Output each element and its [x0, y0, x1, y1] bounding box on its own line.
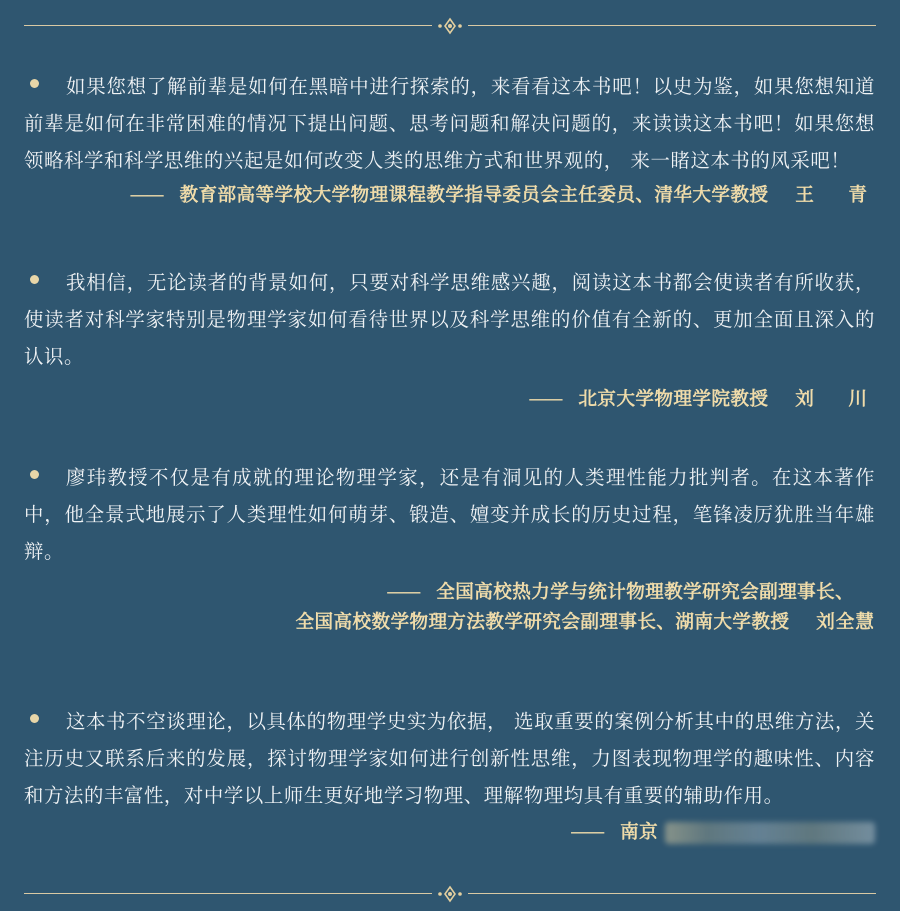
- bottom-divider: [24, 884, 876, 904]
- attribution-name: 王 青: [795, 185, 875, 206]
- divider-line: [24, 25, 432, 26]
- quote-block: [24, 459, 875, 638]
- divider-line: [24, 893, 432, 894]
- quote-attribution: [30, 181, 875, 211]
- divider-line: [468, 25, 876, 26]
- bullet-icon: [30, 79, 39, 88]
- quote-block: [24, 703, 875, 848]
- quote-block: [24, 68, 875, 211]
- top-divider: [24, 16, 876, 36]
- bullet-icon: [30, 714, 39, 723]
- quote-attribution: [30, 578, 875, 638]
- diamond-ornament-icon: [436, 16, 464, 36]
- quote-text: 我相信，无论读者的背景如何，只要对科学思维感兴趣，阅读这本书都会使读者有所收获，使读者对科学家特别是物理学家如何看待世界以及科学思维的价值有全新的、更加全面且深入的认识。: [24, 271, 875, 368]
- attribution-title: 全国高校数学物理方法教学研究会副理事长、湖南大学教授: [295, 612, 790, 633]
- attribution-dash: ——: [528, 389, 562, 410]
- attribution-line: [30, 578, 875, 608]
- quote-text: 这本书不空谈理论，以具体的物理学史实为依据， 选取重要的案例分析其中的思维方法，关注历史又联系后来的发展，探讨物理学家如何进行创新性思维，力图表现物理学的趣味性、内容和方法的丰富性，对中学以上师生更好地学习物理、理解物理均具有重要的辅助作用。: [24, 710, 875, 807]
- attribution-dash: ——: [570, 822, 604, 843]
- bullet-icon: [30, 470, 39, 479]
- quote-text: 廖玮教授不仅是有成就的理论物理学家，还是有洞见的人类理性能力批判者。在这本著作中，他全景式地展示了人类理性如何萌芽、锻造、嬗变并成长的历史过程，笔锋凌厉犹胜当年雄辩。: [24, 466, 875, 563]
- attribution-title: 教育部高等学校大学物理课程教学指导委员会主任委员、清华大学教授: [179, 185, 769, 206]
- attribution-title: 北京大学物理学院教授: [578, 389, 769, 410]
- attribution-title: 全国高校热力学与统计物理教学研究会副理事长、: [436, 582, 855, 603]
- attribution-line: [30, 608, 875, 638]
- quote-block: [24, 264, 875, 415]
- quote-attribution: [30, 385, 875, 415]
- attribution-name: 刘全慧: [816, 612, 875, 633]
- bullet-icon: [30, 275, 39, 284]
- quote-attribution: [30, 818, 875, 848]
- attribution-title: 南京: [620, 822, 659, 843]
- attribution-name: 刘 川: [795, 389, 875, 410]
- redacted-region: [665, 822, 875, 844]
- divider-line: [468, 893, 876, 894]
- attribution-dash: ——: [129, 185, 163, 206]
- quote-text: 如果您想了解前辈是如何在黑暗中进行探索的，来看看这本书吧！以史为鉴，如果您想知道前辈是如何在非常困难的情况下提出问题、思考问题和解决问题的，来读读这本书吧！如果您想领略科学和科学思维的兴起是如何改变人类的思维方式和世界观的， 来一睹这本书的风采吧！: [24, 75, 875, 172]
- diamond-ornament-icon: [436, 884, 464, 904]
- attribution-dash: ——: [386, 582, 420, 603]
